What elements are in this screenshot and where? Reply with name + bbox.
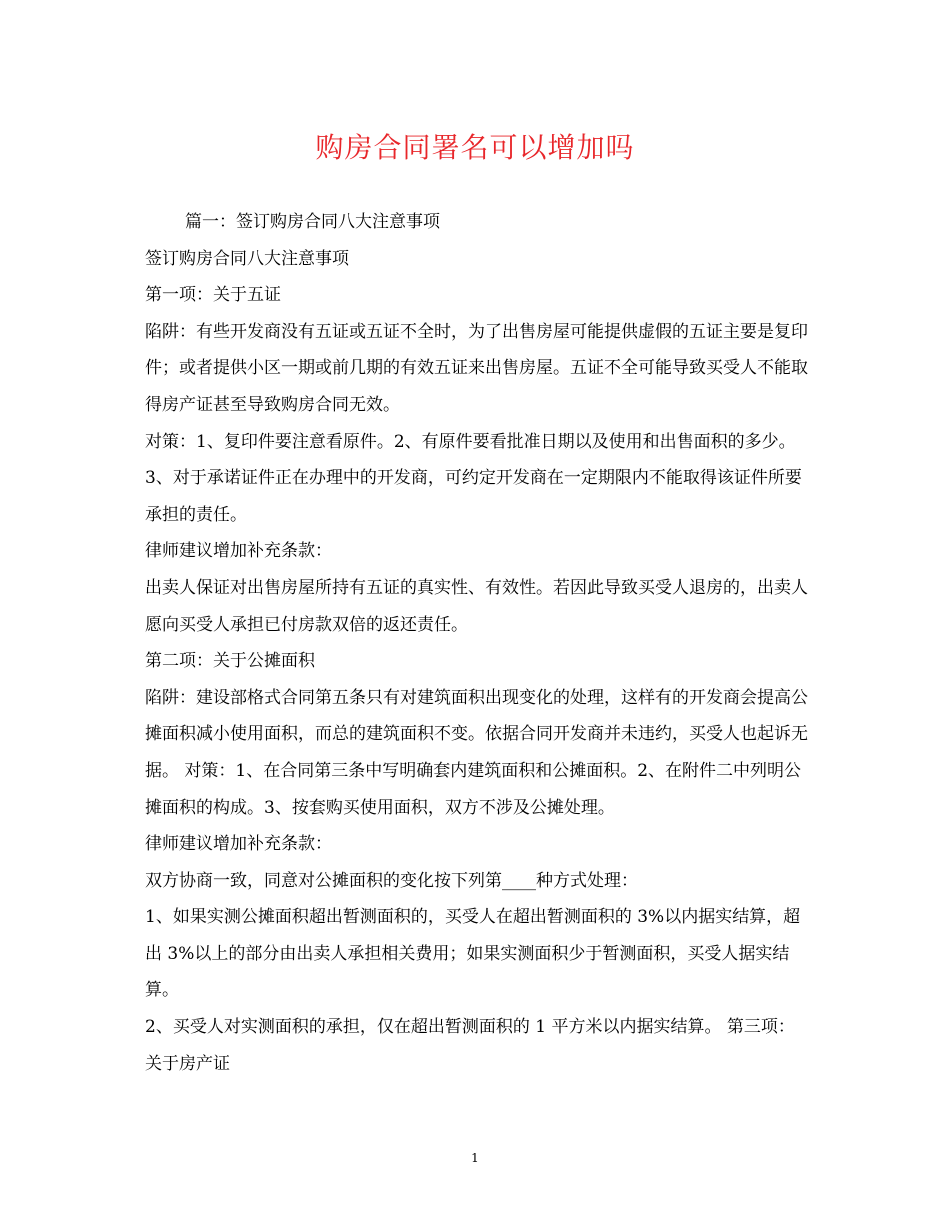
paragraph: 律师建议增加补充条款： — [145, 541, 332, 562]
paragraph: 双方协商一致，同意对公摊面积的变化按下列第____种方式处理： — [145, 870, 638, 891]
paragraph: 对策：1、复印件要注意看原件。2、有原件要看批准日期以及使用和出售面积的多少。3、对于承诺证件正在办理中的开发商，可约定开发商在一定期限内不能取得该证件所要承担的责任。 — [145, 431, 802, 525]
paragraph: 律师建议增加补充条款： — [145, 834, 332, 855]
paragraph: 2、买受人对实测面积的承担，仅在超出暂测面积的 1 平方米以内据实结算。 第三项：关于房产证 — [145, 1017, 795, 1074]
paragraph: 出卖人保证对出售房屋所持有五证的真实性、有效性。若因此导致买受人退房的，出卖人愿向买受人承担已付房款双倍的返还责任。 — [145, 577, 808, 635]
section-heading: 篇一：签订购房合同八大注意事项 — [185, 212, 440, 232]
paragraph: 1、如果实测公摊面积超出暂测面积的，买受人在超出暂测面积的 3%以内据实结算，超出 3%以上的部分由出卖人承担相关费用；如果实测面积少于暂测面积，买受人据实结算。 — [145, 907, 801, 1001]
page-number: 1 — [471, 1151, 479, 1165]
paragraph: 陷阱：有些开发商没有五证或五证不全时，为了出售房屋可能提供虚假的五证主要是复印件；或者提供小区一期或前几期的有效五证来出售房屋。五证不全可能导致买受人不能取得房产证甚至导致购房合同无效。 — [145, 321, 808, 415]
paragraph: 陷阱：建设部格式合同第五条只有对建筑面积出现变化的处理，这样有的开发商会提高公摊面积减小使用面积，而总的建筑面积不变。依据合同开发商并未违约，买受人也起诉无据。 对策：1、在合同第三条中写明确套内建筑面积和公摊面积。2、在附件二中列明公摊面积的构成。3、按套购买使用面积，双方不涉及公摊处理。 — [145, 687, 808, 818]
item-heading: 第二项：关于公摊面积 — [145, 651, 315, 672]
item-heading: 第一项：关于五证 — [145, 285, 281, 306]
document-body — [145, 204, 810, 1082]
subheading: 签订购房合同八大注意事项 — [145, 248, 349, 269]
document-title: 购房合同署名可以增加吗 — [315, 131, 635, 164]
